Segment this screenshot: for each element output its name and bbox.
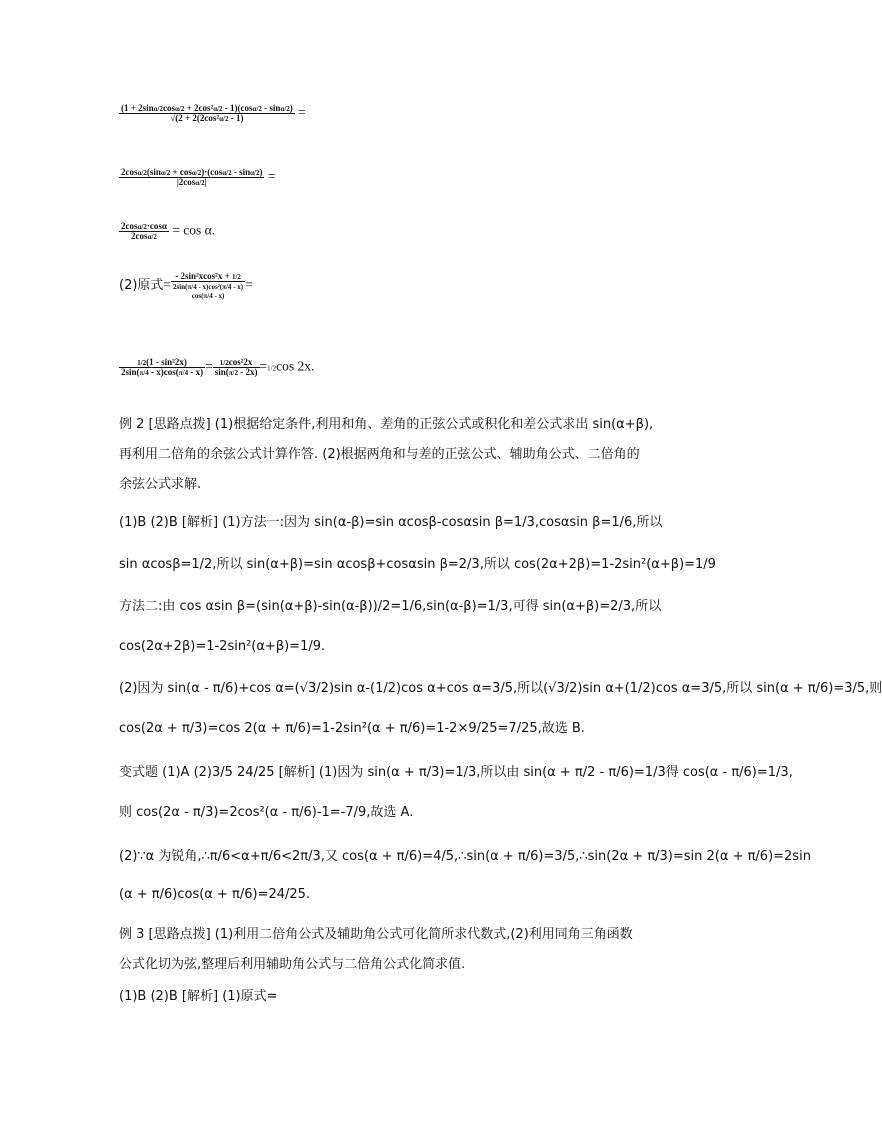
paragraph-line: (2)因为 sin(α - π/6)+cos α=(√3/2)sin α-(1/2)cos α+cos α=3/5,所以(√3/2)sin α+(1/2)cos α=3/5,所以 sin(α + π/6)=3/5,则 — [119, 681, 882, 696]
equation-5: $\frac{\text{1/2(1 - sin²2x)}}{2\sin(\pi/4 - x)\cos(\pi/4 - x)}$ = $\frac{\text{1/2cos²2x}}{\sin(\pi/2 - 2x)}$ =1/2cos 2x. — [121, 357, 315, 377]
equation-3: $\frac{2\cos\alpha/2\cdot\cos\alpha}{2\cos\alpha/2}$ = cos α. — [121, 221, 216, 241]
paragraph-line: (2)∵α 为锐角,∴π/6<α+π/6<2π/3,又 cos(α + π/6)=4/5,∴sin(α + π/6)=3/5,∴sin(2α + π/3)=sin 2(α + π/6)=2sin — [119, 849, 811, 864]
paragraph-line: 则 cos(2α - π/3)=2cos²(α - π/6)-1=-7/9,故选 A. — [119, 805, 414, 820]
paragraph-line: (α + π/6)cos(α + π/6)=24/25. — [119, 887, 311, 902]
paragraph-line: 例 3 [思路点拨] (1)利用二倍角公式及辅助角公式可化简所求代数式,(2)利用同角三角函数 — [119, 927, 633, 942]
equation-4: (2)原式= - 2sin²xcos²x + 1/2 2sin(π/4 - x)cos²(π/4 - x) cos(π/4 - x) = — [119, 271, 253, 300]
paragraph-line: 余弦公式求解. — [119, 477, 202, 492]
paragraph-line: (1)B (2)B [解析] (1)方法一:因为 sin(α-β)=sin αcosβ-cosαsin β=1/3,cosαsin β=1/6,所以 — [119, 515, 663, 530]
paragraph-line: cos(2α+2β)=1-2sin²(α+β)=1/9. — [119, 639, 326, 654]
paragraph-line: 方法二:由 cos αsin β=(sin(α+β)-sin(α-β))/2=1/6,sin(α-β)=1/3,可得 sin(α+β)=2/3,所以 — [119, 599, 662, 614]
paragraph-line: 变式题 (1)A (2)3/5 24/25 [解析] (1)因为 sin(α + π/3)=1/3,所以由 sin(α + π/2 - π/6)=1/3得 cos(α - π/6)=1/3, — [119, 765, 793, 780]
equation-2: $\frac{2\cos\alpha/2(\sin\alpha/2 + \cos\alpha/2)\cdot(\cos\alpha/2 - \sin\alpha/2)}{|2\cos\alpha/2|}$ = — [121, 167, 276, 187]
paragraph-line: 公式化切为弦,整理后利用辅助角公式与二倍角公式化简求值. — [119, 957, 466, 972]
eq1-denominator: √(2 + 2(2cos²α/2 - 1) — [119, 113, 295, 123]
paragraph-line: (1)B (2)B [解析] (1)原式= — [119, 989, 278, 1004]
paragraph-line: 例 2 [思路点拨] (1)根据给定条件,利用和角、差角的正弦公式或积化和差公式求出 sin(α+β), — [119, 417, 654, 432]
eq1-numerator: (1 + 2sinα/2cosα/2 + 2cos²α/2 - 1)(cosα/2 - sinα/2) — [121, 103, 293, 113]
paragraph-line: cos(2α + π/3)=cos 2(α + π/6)=1-2sin²(α + π/6)=1-2×9/25=7/25,故选 B. — [119, 721, 585, 736]
equation-1: $\frac{\text{(1 + 2sinα/2cosα/2 + 2cos²α/2 - 1)(cosα/2 - sinα/2)}}{\text{√(2 + 2(2cos²α/2 - 1)}}$ = — [121, 103, 306, 123]
paragraph-line: 再利用二倍角的余弦公式计算作答. (2)根据两角和与差的正弦公式、辅助角公式、二倍角的 — [119, 447, 640, 462]
paragraph-line: sin αcosβ=1/2,所以 sin(α+β)=sin αcosβ+cosαsin β=2/3,所以 cos(2α+2β)=1-2sin²(α+β)=1/9 — [119, 557, 716, 572]
